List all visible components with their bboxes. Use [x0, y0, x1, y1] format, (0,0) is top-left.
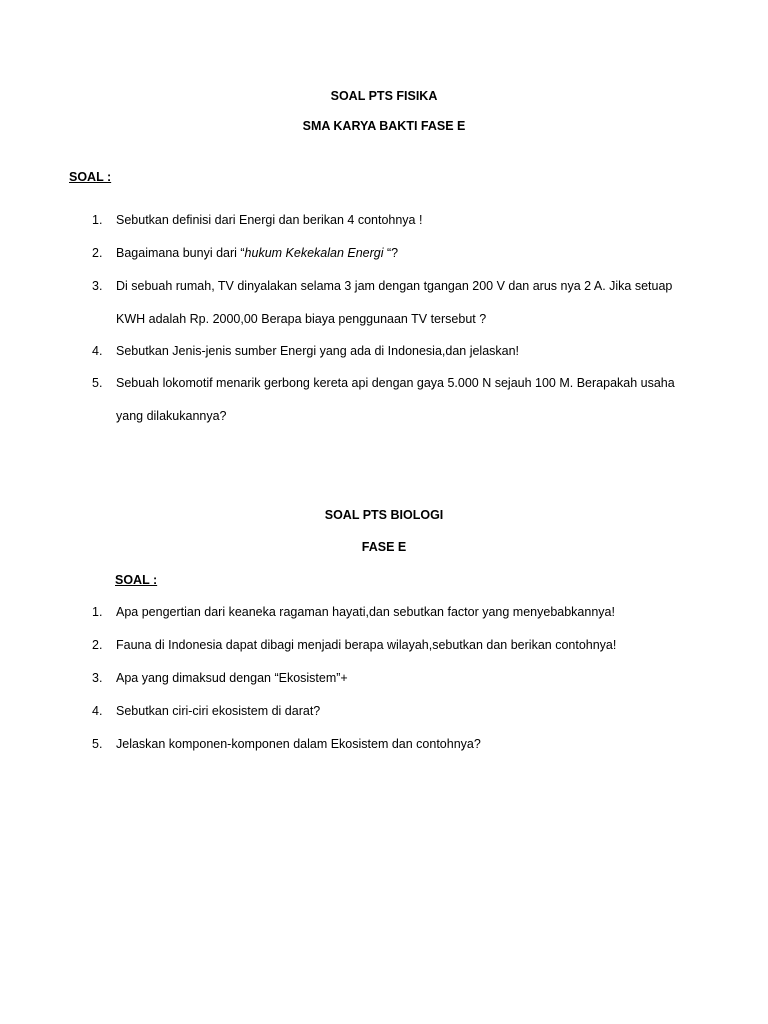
question-text: Apa pengertian dari keaneka ragaman hayati,dan sebutkan factor yang menyebabkannya! [116, 605, 615, 619]
question-text-before: Bagaimana bunyi dari “ [116, 246, 245, 260]
question-text: Sebutkan definisi dari Energi dan berikan 4 contohnya ! [116, 213, 423, 227]
question-text-line-2: yang dilakukannya? [116, 408, 227, 423]
biologi-question-3 [92, 662, 712, 695]
question-text: Sebutkan ciri-ciri ekosistem di darat? [116, 704, 321, 718]
question-number: 5. [92, 376, 103, 390]
fisika-question-3 [92, 270, 712, 335]
biologi-soal-label: SOAL : [115, 573, 158, 587]
question-number: 3. [92, 671, 103, 685]
biologi-question-4 [92, 695, 712, 728]
fisika-question-2 [92, 237, 712, 270]
question-text-line-2: KWH adalah Rp. 2000,00 Berapa biaya penggunaan TV tersebut ? [116, 311, 487, 326]
question-text-line-1: Di sebuah rumah, TV dinyalakan selama 3 jam dengan tgangan 200 V dan arus nya 2 A. Jika setuap [116, 279, 673, 293]
fisika-title: SOAL PTS FISIKA [330, 89, 438, 103]
question-text: Jelaskan komponen-komponen dalam Ekosistem dan contohnya? [116, 737, 481, 751]
question-number: 2. [92, 638, 103, 652]
question-text-italic: hukum Kekekalan Energi [244, 246, 384, 260]
question-number: 4. [92, 344, 103, 358]
fisika-soal-label: SOAL : [69, 170, 112, 184]
fisika-question-1 [92, 204, 712, 237]
biologi-question-1 [92, 596, 712, 629]
question-text [116, 237, 712, 270]
question-text-line-1: Sebuah lokomotif menarik gerbong kereta api dengan gaya 5.000 N sejauh 100 M. Berapakah usaha [116, 376, 675, 390]
question-number: 1. [92, 213, 103, 227]
fisika-question-4 [92, 335, 712, 368]
question-number: 5. [92, 737, 103, 751]
question-number: 1. [92, 605, 103, 619]
question-text-after: “? [383, 246, 399, 260]
question-number: 3. [92, 279, 103, 293]
biologi-question-2 [92, 629, 712, 662]
fisika-question-5 [92, 367, 712, 432]
question-text: Apa yang dimaksud dengan “Ekosistem”+ [116, 671, 348, 685]
question-number: 4. [92, 704, 103, 718]
biologi-subtitle: FASE E [361, 540, 407, 554]
fisika-subtitle: SMA KARYA BAKTI FASE E [302, 119, 466, 133]
biologi-title: SOAL PTS BIOLOGI [324, 508, 444, 522]
question-text: Fauna di Indonesia dapat dibagi menjadi berapa wilayah,sebutkan dan berikan contohnya! [116, 638, 617, 652]
biologi-question-5 [92, 728, 712, 761]
question-text: Sebutkan Jenis-jenis sumber Energi yang ada di Indonesia,dan jelaskan! [116, 344, 520, 358]
question-number: 2. [92, 246, 103, 260]
